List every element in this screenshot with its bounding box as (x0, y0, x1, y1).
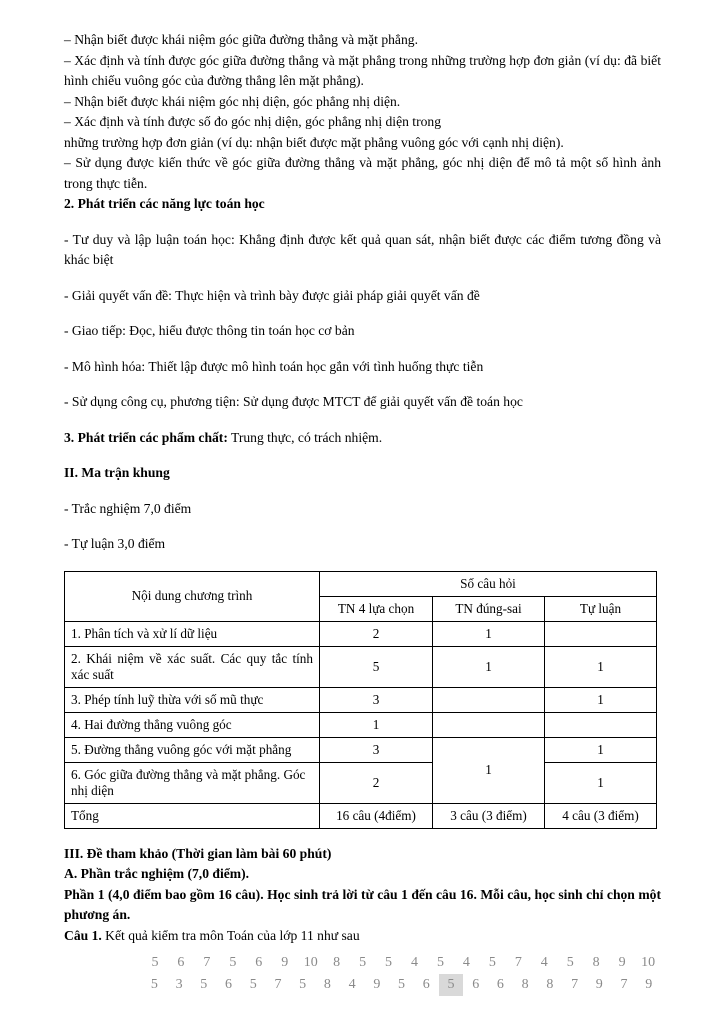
data-value: 5 (385, 955, 393, 970)
table-header-row (65, 571, 657, 596)
table-row (65, 687, 657, 712)
row-essay: 1 (545, 762, 657, 803)
row-essay: 1 (545, 737, 657, 762)
row-tn4: 5 (320, 646, 433, 687)
table-row (65, 762, 657, 803)
matrix-note: - Trắc nghiệm 7,0 điểm (64, 500, 192, 516)
row-name: 3. Phép tính luỹ thừa với số mũ thực (65, 687, 320, 712)
data-value: 5 (229, 955, 237, 970)
data-value: 5 (488, 955, 496, 970)
row-name: 1. Phân tích và xử lí dữ liệu (65, 621, 320, 646)
data-value: 4 (348, 977, 356, 992)
data-value: 6 (255, 955, 263, 970)
total-truefalse: 3 câu (3 điểm) (433, 803, 545, 828)
row-truefalse (433, 712, 545, 737)
data-value: 8 (546, 977, 554, 992)
competency-item: - Sử dụng công cụ, phương tiện: Sử dụng được MTCT để giải quyết vấn đề toán học (64, 394, 523, 409)
data-value: 8 (323, 977, 331, 992)
data-value: 5 (200, 977, 208, 992)
part-1-heading: Phần 1 (4,0 điểm bao gồm 16 câu). Học sinh trả lời từ câu 1 đến câu 16. Mỗi câu, học sinh chỉ chọn một phương án. (64, 886, 661, 922)
data-value: 5 (249, 977, 257, 992)
header-sub-truefalse: TN đúng-sai (433, 596, 545, 621)
data-row-2 (142, 974, 661, 996)
data-value: 3 (175, 977, 183, 992)
part-a-heading: A. Phần trắc nghiệm (7,0 điểm). (64, 866, 250, 881)
total-label: Tổng (65, 803, 320, 828)
objectives-block (64, 30, 661, 194)
row-essay (545, 621, 657, 646)
data-value: 9 (281, 955, 289, 970)
data-value: 10 (303, 955, 318, 970)
objective-line: – Sử dụng được kiến thức về góc giữa đường thẳng và mặt phẳng, góc nhị diện để mô tả một số hình ảnh trong thực tiễn. (64, 155, 661, 191)
objective-line: những trường hợp đơn giản (ví dụ: nhận biết được mặt phẳng vuông góc với cạnh nhị diện). (64, 134, 564, 150)
data-value: 7 (274, 977, 282, 992)
table-row (65, 646, 657, 687)
row-tn4: 1 (320, 712, 433, 737)
data-row-1 (142, 952, 661, 974)
matrix-note: - Tự luận 3,0 điểm (64, 536, 166, 551)
data-value: 4 (411, 955, 418, 970)
table-row (65, 621, 657, 646)
row-tn4: 3 (320, 687, 433, 712)
row-truefalse: 1 (433, 621, 545, 646)
matrix-table (64, 571, 657, 829)
data-value: 8 (521, 977, 529, 992)
row-tn4: 2 (320, 762, 433, 803)
data-value: 7 (620, 977, 628, 992)
row-name: 5. Đường thẳng vuông góc với mặt phẳng (65, 737, 320, 762)
table-row (65, 737, 657, 762)
data-value: 5 (359, 955, 367, 970)
objective-line: – Nhận biết được khái niệm góc nhị diện, góc phẳng nhị diện. (64, 93, 401, 109)
header-content-col: Nội dung chương trình (65, 571, 320, 621)
data-value: 10 (641, 955, 656, 970)
data-value-highlighted: 5 (439, 974, 464, 996)
data-value: 9 (645, 977, 653, 992)
objective-line: – Xác định và tính được góc giữa đường thẳng và mặt phẳng trong những trường hợp đơn giản (ví dụ: đã biết hình chiếu vuông góc của đường thẳng lên mặt phẳng). (64, 52, 661, 88)
row-tn4: 2 (320, 621, 433, 646)
data-value: 6 (496, 977, 504, 992)
header-sub-tn4: TN 4 lựa chọn (320, 596, 433, 621)
qualities-text: Trung thực, có trách nhiệm. (227, 429, 383, 445)
competency-item: - Giải quyết vấn đề: Thực hiện và trình bày được giải pháp giải quyết vấn đề (64, 287, 480, 303)
total-essay: 4 câu (3 điểm) (545, 803, 657, 828)
data-value: 5 (299, 977, 307, 992)
data-value: 6 (225, 977, 233, 992)
section-heading-matrix: II. Ma trận khung (64, 465, 170, 480)
qualities-label: 3. Phát triển các phẩm chất: (64, 429, 228, 445)
row-truefalse: 1 (433, 737, 545, 803)
data-value: 7 (514, 955, 522, 970)
row-name: 4. Hai đường thẳng vuông góc (65, 712, 320, 737)
competency-item: - Mô hình hóa: Thiết lập được mô hình toán học gắn với tình huống thực tiễn (64, 358, 484, 374)
data-value: 8 (333, 955, 341, 970)
table-total-row (65, 803, 657, 828)
data-value: 9 (595, 977, 603, 992)
section-heading-competency: 2. Phát triển các năng lực toán học (64, 196, 265, 211)
data-value: 4 (462, 955, 470, 970)
data-value: 6 (422, 977, 430, 992)
section-heading-sample-exam: III. Đề tham khảo (Thời gian làm bài 60 phút) (64, 845, 332, 861)
data-value: 6 (472, 977, 480, 992)
competency-item: - Giao tiếp: Đọc, hiểu được thông tin toán học cơ bản (64, 323, 355, 338)
section-heading-qualities (64, 428, 661, 449)
question-1-text: Kết quả kiểm tra môn Toán của lớp 11 như sau (101, 927, 360, 943)
row-truefalse (433, 687, 545, 712)
data-value: 5 (151, 955, 159, 970)
data-value: 9 (373, 977, 381, 992)
header-sub-essay: Tự luận (545, 596, 657, 621)
competency-item: - Tư duy và lập luận toán học: Khẳng định được kết quả quan sát, nhận biết được các điểm tương đồng và khác biệt (64, 231, 661, 267)
row-essay (545, 712, 657, 737)
question-1-label: Câu 1. (64, 927, 102, 943)
objective-line: – Xác định và tính được số đo góc nhị diện, góc phẳng nhị diện trong (64, 114, 441, 129)
row-tn4: 3 (320, 737, 433, 762)
row-truefalse: 1 (433, 646, 545, 687)
row-essay: 1 (545, 646, 657, 687)
question-1 (64, 926, 661, 947)
competency-list (64, 230, 661, 413)
data-value: 6 (177, 955, 185, 970)
data-value: 5 (398, 977, 406, 992)
total-tn4: 16 câu (4điểm) (320, 803, 433, 828)
data-value: 5 (436, 955, 444, 970)
data-value: 9 (618, 955, 626, 970)
data-value: 7 (571, 977, 579, 992)
row-name: 2. Khái niệm về xác suất. Các quy tắc tính xác suất (65, 646, 320, 687)
objective-line: – Nhận biết được khái niệm góc giữa đường thẳng và mặt phẳng. (64, 32, 418, 47)
header-group-questions: Số câu hỏi (320, 571, 657, 596)
data-value: 7 (203, 955, 211, 970)
data-value: 4 (540, 955, 548, 970)
row-essay: 1 (545, 687, 657, 712)
data-value: 5 (150, 977, 158, 992)
data-value: 8 (592, 955, 600, 970)
data-values-block (64, 952, 661, 996)
table-row (65, 712, 657, 737)
row-name: 6. Góc giữa đường thẳng và mặt phẳng. Góc nhị diện (65, 762, 320, 803)
data-value: 5 (566, 955, 574, 970)
